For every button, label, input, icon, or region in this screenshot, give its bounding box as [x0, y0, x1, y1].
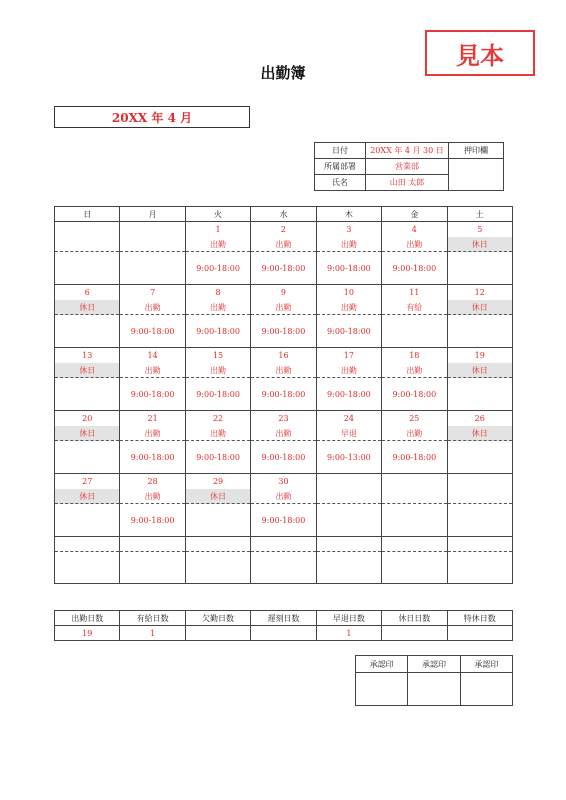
day-number: 6 [55, 285, 120, 301]
day-time [185, 504, 250, 537]
day-status: 出勤 [316, 363, 381, 378]
status-row [55, 426, 513, 441]
day-number [382, 474, 447, 490]
day-time [447, 504, 512, 537]
day-time: 9:00-18:00 [382, 252, 447, 285]
info-table [314, 142, 504, 191]
summary-value [447, 626, 512, 641]
summary-value: 1 [120, 626, 185, 641]
weekday-header: 火 [185, 207, 250, 222]
status-row [55, 489, 513, 504]
summary-header: 有給日数 [120, 611, 185, 626]
day-time [55, 252, 120, 285]
day-number: 24 [316, 411, 381, 427]
approval-label: 承認印 [408, 656, 460, 673]
date-value: 20XX 年 4 月 30 日 [366, 143, 449, 159]
day-status: 休日 [447, 237, 512, 252]
day-number: 17 [316, 348, 381, 364]
day-number: 13 [55, 348, 120, 364]
day-status: 出勤 [185, 237, 250, 252]
day-status: 出勤 [251, 489, 316, 504]
day-number [447, 474, 512, 490]
day-number: 9 [251, 285, 316, 301]
day-status: 休日 [55, 426, 120, 441]
summary-header: 特休日数 [447, 611, 512, 626]
day-time [55, 504, 120, 537]
day-time: 9:00-18:00 [382, 441, 447, 474]
day-status: 出勤 [251, 363, 316, 378]
day-number: 2 [251, 222, 316, 238]
blank-cell [382, 552, 447, 584]
day-number-row [55, 348, 513, 364]
approval-stamp-box [408, 673, 460, 706]
day-time: 9:00-13:00 [316, 441, 381, 474]
day-number: 5 [447, 222, 512, 238]
blank-cell [447, 552, 512, 584]
dept-label: 所属部署 [315, 159, 366, 175]
day-status: 出勤 [120, 489, 185, 504]
blank-cell [120, 537, 185, 552]
month-label: 20XX 年 4 月 [54, 106, 250, 128]
day-status: 出勤 [251, 426, 316, 441]
day-time: 9:00-18:00 [185, 252, 250, 285]
stamp-box [449, 159, 504, 191]
day-number: 29 [185, 474, 250, 490]
day-time: 9:00-18:00 [316, 378, 381, 411]
summary-value [185, 626, 250, 641]
day-status: 早退 [316, 426, 381, 441]
status-row [55, 237, 513, 252]
day-status: 休日 [447, 363, 512, 378]
status-row [55, 300, 513, 315]
blank-cell [251, 552, 316, 584]
approval-table [355, 655, 513, 706]
day-status: 出勤 [316, 300, 381, 315]
day-number: 21 [120, 411, 185, 427]
day-status: 出勤 [185, 300, 250, 315]
approval-stamp-box [356, 673, 408, 706]
time-row [55, 441, 513, 474]
day-status [120, 237, 185, 252]
day-time: 9:00-18:00 [185, 441, 250, 474]
day-time: 9:00-18:00 [251, 441, 316, 474]
time-row [55, 378, 513, 411]
day-status [316, 489, 381, 504]
summary-header: 遅刻日数 [251, 611, 316, 626]
day-number: 28 [120, 474, 185, 490]
summary-value: 19 [55, 626, 120, 641]
blank-cell [185, 552, 250, 584]
weekday-header: 木 [316, 207, 381, 222]
sample-stamp: 見本 [425, 30, 535, 76]
day-time: 9:00-18:00 [120, 315, 185, 348]
time-row [55, 504, 513, 537]
day-number: 10 [316, 285, 381, 301]
day-status [447, 489, 512, 504]
stamp-label: 押印欄 [449, 143, 504, 159]
summary-value-row [55, 626, 513, 641]
day-status: 出勤 [120, 300, 185, 315]
blank-cell [316, 537, 381, 552]
name-value: 山田 太郎 [366, 175, 449, 191]
blank-cell [55, 537, 120, 552]
day-number: 7 [120, 285, 185, 301]
day-status [382, 489, 447, 504]
day-status: 出勤 [382, 363, 447, 378]
day-time [316, 504, 381, 537]
status-row [55, 363, 513, 378]
approval-label: 承認印 [356, 656, 408, 673]
weekday-header: 土 [447, 207, 512, 222]
day-status: 休日 [55, 300, 120, 315]
day-status: 休日 [55, 363, 120, 378]
weekday-header-row [55, 207, 513, 222]
approval-stamp-box [460, 673, 512, 706]
day-number: 19 [447, 348, 512, 364]
day-status: 出勤 [382, 426, 447, 441]
summary-header: 休日日数 [382, 611, 447, 626]
day-status: 出勤 [316, 237, 381, 252]
day-number: 14 [120, 348, 185, 364]
day-time: 9:00-18:00 [120, 378, 185, 411]
summary-value: 1 [316, 626, 381, 641]
day-status: 休日 [185, 489, 250, 504]
day-number: 15 [185, 348, 250, 364]
summary-header: 欠勤日数 [185, 611, 250, 626]
day-time [55, 378, 120, 411]
day-number [55, 222, 120, 238]
day-time: 9:00-18:00 [251, 504, 316, 537]
day-time: 9:00-18:00 [251, 315, 316, 348]
day-status: 出勤 [382, 237, 447, 252]
day-number: 23 [251, 411, 316, 427]
day-time [447, 252, 512, 285]
day-time [55, 441, 120, 474]
page-title: 出勤簿 [260, 64, 306, 82]
weekday-header: 水 [251, 207, 316, 222]
weekday-header: 金 [382, 207, 447, 222]
day-number: 27 [55, 474, 120, 490]
day-status [55, 237, 120, 252]
blank-cell [316, 552, 381, 584]
day-time: 9:00-18:00 [185, 378, 250, 411]
approval-stamp-row [356, 673, 513, 706]
day-time [382, 504, 447, 537]
day-time: 9:00-18:00 [251, 252, 316, 285]
day-status: 出勤 [120, 363, 185, 378]
blank-cell [185, 537, 250, 552]
day-time [55, 315, 120, 348]
day-time: 9:00-18:00 [185, 315, 250, 348]
day-time: 9:00-18:00 [120, 504, 185, 537]
day-number: 22 [185, 411, 250, 427]
summary-header-row [55, 611, 513, 626]
day-time: 9:00-18:00 [316, 315, 381, 348]
weekday-header: 月 [120, 207, 185, 222]
approval-label: 承認印 [460, 656, 512, 673]
day-status: 出勤 [251, 300, 316, 315]
calendar-table [54, 206, 513, 584]
blank-row [55, 552, 513, 584]
date-label: 日付 [315, 143, 366, 159]
day-number: 11 [382, 285, 447, 301]
day-status: 出勤 [251, 237, 316, 252]
day-time [447, 441, 512, 474]
dept-value: 営業部 [366, 159, 449, 175]
day-status: 有給 [382, 300, 447, 315]
day-status: 出勤 [185, 426, 250, 441]
blank-cell [251, 537, 316, 552]
day-number: 4 [382, 222, 447, 238]
day-time [447, 378, 512, 411]
blank-cell [382, 537, 447, 552]
day-time: 9:00-18:00 [382, 378, 447, 411]
summary-header: 出勤日数 [55, 611, 120, 626]
day-time [120, 252, 185, 285]
day-number: 30 [251, 474, 316, 490]
day-number-row [55, 411, 513, 427]
blank-cell [447, 537, 512, 552]
blank-cell [55, 552, 120, 584]
summary-value [382, 626, 447, 641]
day-number: 1 [185, 222, 250, 238]
approval-header-row [356, 656, 513, 673]
day-number: 25 [382, 411, 447, 427]
blank-row [55, 537, 513, 552]
day-number: 16 [251, 348, 316, 364]
name-label: 氏名 [315, 175, 366, 191]
day-status: 休日 [447, 426, 512, 441]
day-time: 9:00-18:00 [251, 378, 316, 411]
day-time: 9:00-18:00 [120, 441, 185, 474]
blank-cell [120, 552, 185, 584]
day-number [316, 474, 381, 490]
weekday-header: 日 [55, 207, 120, 222]
time-row [55, 252, 513, 285]
day-number: 20 [55, 411, 120, 427]
day-number: 12 [447, 285, 512, 301]
day-number [120, 222, 185, 238]
day-number: 8 [185, 285, 250, 301]
summary-header: 早退日数 [316, 611, 381, 626]
summary-table [54, 610, 513, 641]
time-row [55, 315, 513, 348]
day-number: 26 [447, 411, 512, 427]
day-status: 出勤 [120, 426, 185, 441]
day-number-row [55, 222, 513, 238]
day-status: 休日 [55, 489, 120, 504]
day-time: 9:00-18:00 [316, 252, 381, 285]
day-number: 3 [316, 222, 381, 238]
day-time [447, 315, 512, 348]
day-number: 18 [382, 348, 447, 364]
day-time [382, 315, 447, 348]
day-status: 出勤 [185, 363, 250, 378]
day-number-row [55, 474, 513, 490]
day-number-row [55, 285, 513, 301]
day-status: 休日 [447, 300, 512, 315]
summary-value [251, 626, 316, 641]
